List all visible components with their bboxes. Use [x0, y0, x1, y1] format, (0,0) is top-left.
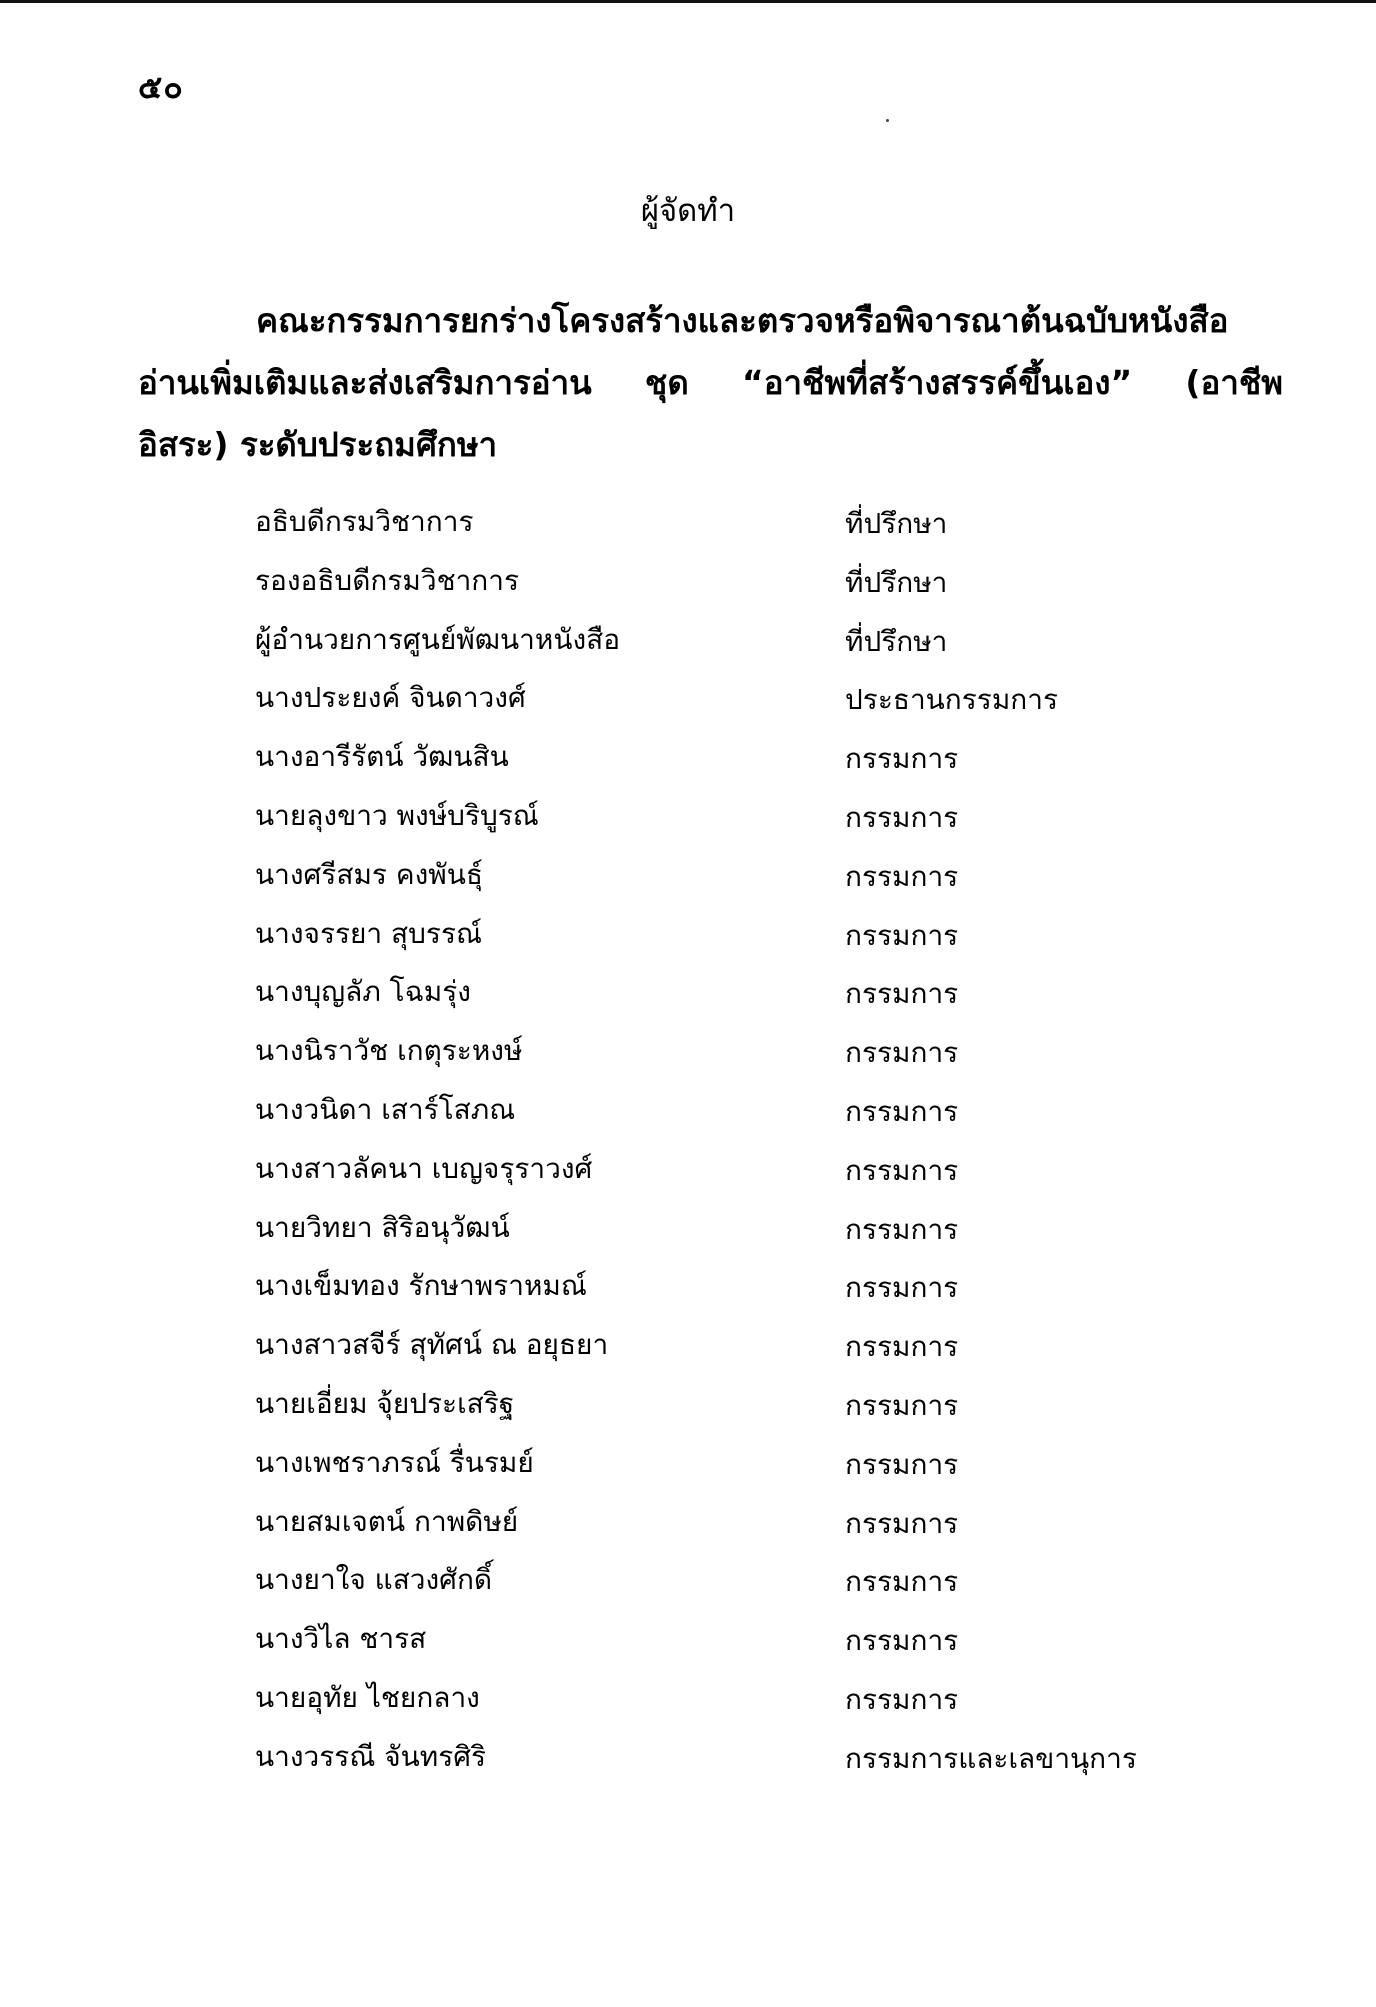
page-heading: ผู้จัดทำ — [640, 193, 736, 229]
roster-row — [255, 1500, 1155, 1559]
member-role: กรรมการ — [845, 859, 959, 893]
roster-row — [255, 735, 1155, 794]
member-role: กรรมการ — [845, 1447, 959, 1481]
member-role: กรรมการ — [845, 1388, 959, 1422]
roster-row — [255, 1206, 1155, 1265]
member-name: นายวิทยา สิริอนุวัฒน์ — [255, 1210, 510, 1244]
page-number: ๕๐ — [138, 68, 184, 106]
member-name: นางยาใจ แสวงศักดิ์ — [255, 1563, 493, 1597]
member-role: กรรมการ — [845, 977, 959, 1011]
roster-row — [255, 618, 1155, 677]
member-role: กรรมการ — [845, 1094, 959, 1128]
member-role: กรรมการ — [845, 1506, 959, 1540]
scan-speck — [886, 119, 889, 122]
roster-row — [255, 1441, 1155, 1500]
roster-row — [255, 1558, 1155, 1617]
roster-row — [255, 853, 1155, 912]
member-name: นางศรีสมร คงพันธุ์ — [255, 857, 483, 891]
roster-row — [255, 676, 1155, 735]
member-role: กรรมการ — [845, 742, 959, 776]
roster-row — [255, 1029, 1155, 1088]
member-name: นางวิไล ชารส — [255, 1622, 427, 1656]
roster-row — [255, 970, 1155, 1029]
member-name: นางสาวลัคนา เบญจรุราวงศ์ — [255, 1151, 593, 1185]
intro-paragraph — [138, 290, 1283, 476]
member-name: นางอารีรัตน์ วัฒนสิน — [255, 740, 509, 774]
roster-row — [255, 1323, 1155, 1382]
member-role: กรรมการ — [845, 918, 959, 952]
roster-row — [255, 1264, 1155, 1323]
roster-row — [255, 559, 1155, 618]
roster-row — [255, 1147, 1155, 1206]
member-role: กรรมการ — [845, 1212, 959, 1246]
roster-row — [255, 1735, 1155, 1794]
member-role: กรรมการ — [845, 1682, 959, 1716]
member-role: กรรมการ — [845, 1036, 959, 1070]
member-name: นางเข็มทอง รักษาพราหมณ์ — [255, 1269, 587, 1303]
member-role: ที่ปรึกษา — [845, 565, 948, 599]
member-role: กรรมการและเลขานุการ — [845, 1741, 1137, 1775]
member-name: นางจรรยา สุบรรณ์ — [255, 916, 482, 950]
member-role: กรรมการ — [845, 1153, 959, 1187]
committee-roster — [255, 500, 1155, 1794]
member-name: ผู้อำนวยการศูนย์พัฒนาหนังสือ — [255, 622, 621, 656]
intro-line: อ่านเพิ่มเติมและส่งเสริมการอ่าน ชุด “อาชีพที่สร้างสรรค์ขึ้นเอง” (อาชีพ — [138, 363, 1283, 402]
member-name: นางเพชราภรณ์ รื่นรมย์ — [255, 1445, 534, 1479]
member-role: กรรมการ — [845, 1271, 959, 1305]
roster-row — [255, 1088, 1155, 1147]
roster-row — [255, 500, 1155, 559]
member-role: ประธานกรรมการ — [845, 683, 1059, 717]
member-name: นายลุงขาว พงษ์บริบูรณ์ — [255, 798, 539, 832]
member-role: กรรมการ — [845, 1624, 959, 1658]
member-name: นางนิราวัช เกตุระหงษ์ — [255, 1034, 523, 1068]
member-name: รองอธิบดีกรมวิชาการ — [255, 563, 520, 597]
member-role: ที่ปรึกษา — [845, 624, 948, 658]
roster-row — [255, 912, 1155, 971]
member-name: นายเอี่ยม จุ้ยประเสริฐ — [255, 1386, 515, 1420]
member-role: กรรมการ — [845, 1565, 959, 1599]
member-name: นางประยงค์ จินดาวงศ์ — [255, 681, 526, 715]
member-name: นายสมเจตน์ กาพดิษย์ — [255, 1504, 519, 1538]
intro-line: คณะกรรมการยกร่างโครงสร้างและตรวจหรือพิจารณาต้นฉบับหนังสือ — [256, 301, 1229, 340]
intro-line: อิสระ) ระดับประถมศึกษา — [138, 425, 498, 464]
roster-row — [255, 794, 1155, 853]
top-border-line — [0, 0, 1376, 3]
member-role: กรรมการ — [845, 800, 959, 834]
roster-row — [255, 1617, 1155, 1676]
member-name: นางสาวสจีร์ สุทัศน์ ณ อยุธยา — [255, 1328, 609, 1362]
member-role: กรรมการ — [845, 1330, 959, 1364]
roster-row — [255, 1676, 1155, 1735]
member-name: นางวนิดา เสาร์โสภณ — [255, 1092, 516, 1126]
member-role: ที่ปรึกษา — [845, 507, 948, 540]
roster-row — [255, 1382, 1155, 1441]
member-name: นางวรรณี จันทรศิริ — [255, 1739, 487, 1773]
member-name: อธิบดีกรมวิชาการ — [255, 505, 474, 538]
member-name: นายอุทัย ไชยกลาง — [255, 1680, 480, 1714]
member-name: นางบุญลัภ โฉมรุ่ง — [255, 975, 471, 1009]
